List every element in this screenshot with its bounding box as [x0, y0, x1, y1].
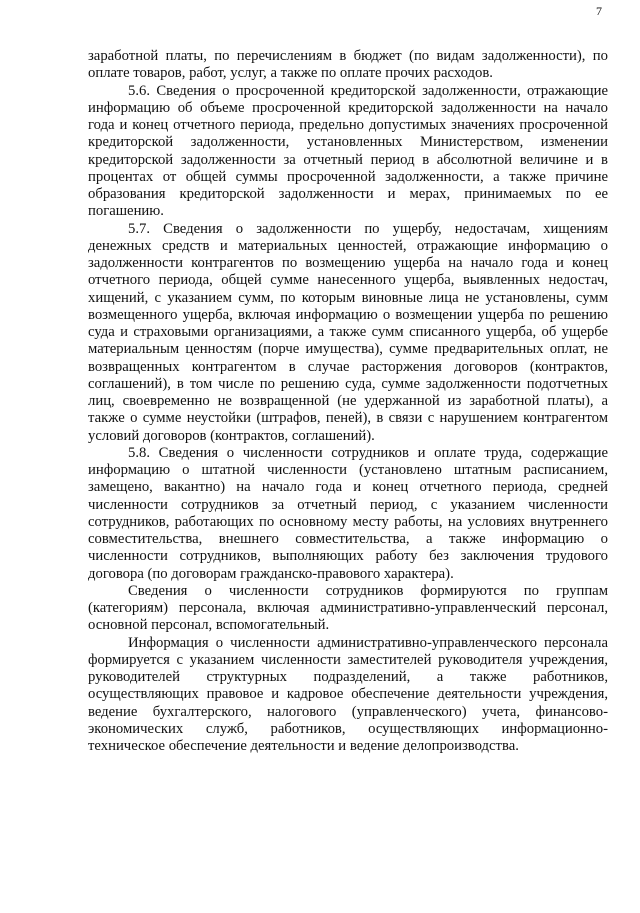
paragraph: Информация о численности административно-управленческого персонала формируется с указанием численности заместителей руководителя учреждения, руководителей структурных подразделений, а также работников, осуществляющих правовое и кадровое обеспечение деятельности учреждения, ведение бухгалтерского, налогового (управленческого) учета, финансово-экономических служб, работников, осуществляющих информационно-техническое обеспечение деятельности и ведение делопроизводства. — [88, 634, 608, 754]
document-body — [88, 48, 608, 755]
paragraph: 5.7. Сведения о задолженности по ущербу, недостачам, хищениям денежных средств и материальных ценностей, отражающие информацию о задолженности контрагентов по возмещению ущерба на начало года и конец отчетного периода, общей сумме нанесенного ущерба, выявленных недостач, хищений, с указанием сумм, по которым виновные лица не установлены, сумм возмещенного ущерба, включая информацию о возмещении ущерба по решению суда и страховыми организациями, а также сумм списанного ущерба, об ущербе материальным ценностям (порче имущества), сумме предварительных оплат, не возвращенных контрагентом в случае расторжения договоров (контрактов, соглашений), в том числе по решению суда, сумме задолженности подотчетных лиц, своевременно не возвращенной (не удержанной из заработной платы), а также о сумме неустойки (штрафов, пеней), в связи с нарушением контрагентом условий договоров (контрактов, соглашений). — [88, 220, 608, 444]
page-number: 7 — [596, 4, 602, 18]
paragraph: 5.8. Сведения о численности сотрудников и оплате труда, содержащие информацию о штатной численности (установлено штатным расписанием, замещено, вакантно) на начало года и конец отчетного периода, средней численности сотрудников за отчетный период, с указанием численности сотрудников, работающих по основному месту работы, на условиях внутреннего совместительства, внешнего совместительства, а также информацию о численности сотрудников, выполняющих работу без заключения трудового договора (по договорам гражданско-правового характера). — [88, 444, 608, 582]
paragraph: Сведения о численности сотрудников формируются по группам (категориям) персонала, включая административно-управленческий персонал, основной персонал, вспомогательный. — [88, 582, 608, 634]
paragraph: заработной платы, по перечислениям в бюджет (по видам задолженности), по оплате товаров, работ, услуг, а также по оплате прочих расходов. — [88, 48, 608, 82]
paragraph: 5.6. Сведения о просроченной кредиторской задолженности, отражающие информацию об объеме просроченной кредиторской задолженности на начало года и конец отчетного периода, предельно допустимых значениях просроченной кредиторской задолженности, установленных Министерством, изменении кредиторской задолженности за отчетный период в абсолютной величине и в процентах от общей суммы просроченной задолженности, а также причине образования кредиторской задолженности и мерах, принимаемых по ее погашению. — [88, 82, 608, 220]
